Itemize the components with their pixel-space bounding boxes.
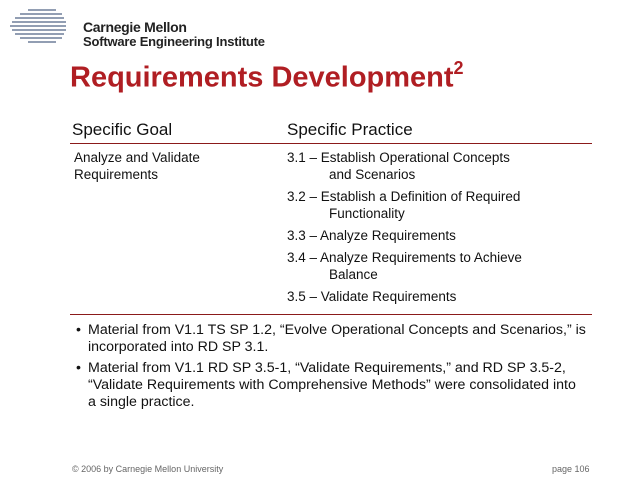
sei-logo xyxy=(10,8,270,49)
note-item xyxy=(76,360,586,411)
specific-goal-cell xyxy=(74,149,200,183)
practice-text-continued: Functionality xyxy=(329,206,405,221)
bullet-icon: • xyxy=(76,322,81,338)
logo-university-name: Carnegie Mellon xyxy=(83,19,187,35)
practice-text: 3.1 – Establish Operational Concepts xyxy=(287,150,510,165)
table-bottom-divider xyxy=(70,314,592,315)
practice-text-continued: Balance xyxy=(329,267,378,282)
goal-line-1: Analyze and Validate xyxy=(74,150,200,165)
slide-title-superscript: 2 xyxy=(453,58,464,78)
practice-text: 3.2 – Establish a Definition of Required xyxy=(287,189,521,204)
practice-item xyxy=(287,288,597,305)
practice-text: 3.4 – Analyze Requirements to Achieve xyxy=(287,250,522,265)
slide-title xyxy=(70,60,464,95)
note-text: Material from V1.1 RD SP 3.5-1, “Validate Requirements,” and RD SP 3.5-2, “Validate Requirements with Comprehensive Methods” were consolidated into a single practice. xyxy=(88,360,576,410)
page-number: page 106 xyxy=(552,464,590,474)
copyright-notice: © 2006 by Carnegie Mellon University xyxy=(72,464,224,474)
globe-logo-icon xyxy=(10,8,66,44)
bullet-icon: • xyxy=(76,360,81,376)
note-text: Material from V1.1 TS SP 1.2, “Evolve Operational Concepts and Scenarios,” is incorporated into RD SP 3.1. xyxy=(88,322,586,355)
specific-goal-header: Specific Goal xyxy=(72,120,173,139)
practice-text: 3.5 – Validate Requirements xyxy=(287,289,457,304)
specific-practice-list xyxy=(287,149,597,310)
note-item xyxy=(76,322,586,356)
header-divider xyxy=(70,143,592,144)
practice-item xyxy=(287,188,597,222)
practice-item xyxy=(287,149,597,183)
practice-item xyxy=(287,249,597,283)
slide-title-text: Requirements Development xyxy=(70,61,454,94)
practice-text-continued: and Scenarios xyxy=(329,167,416,182)
logo-institute-name: Software Engineering Institute xyxy=(83,34,265,49)
practice-text: 3.3 – Analyze Requirements xyxy=(287,228,456,243)
specific-practice-header: Specific Practice xyxy=(287,120,413,139)
notes-list xyxy=(76,322,586,415)
practice-item xyxy=(287,227,597,244)
goal-line-2: Requirements xyxy=(74,167,159,182)
